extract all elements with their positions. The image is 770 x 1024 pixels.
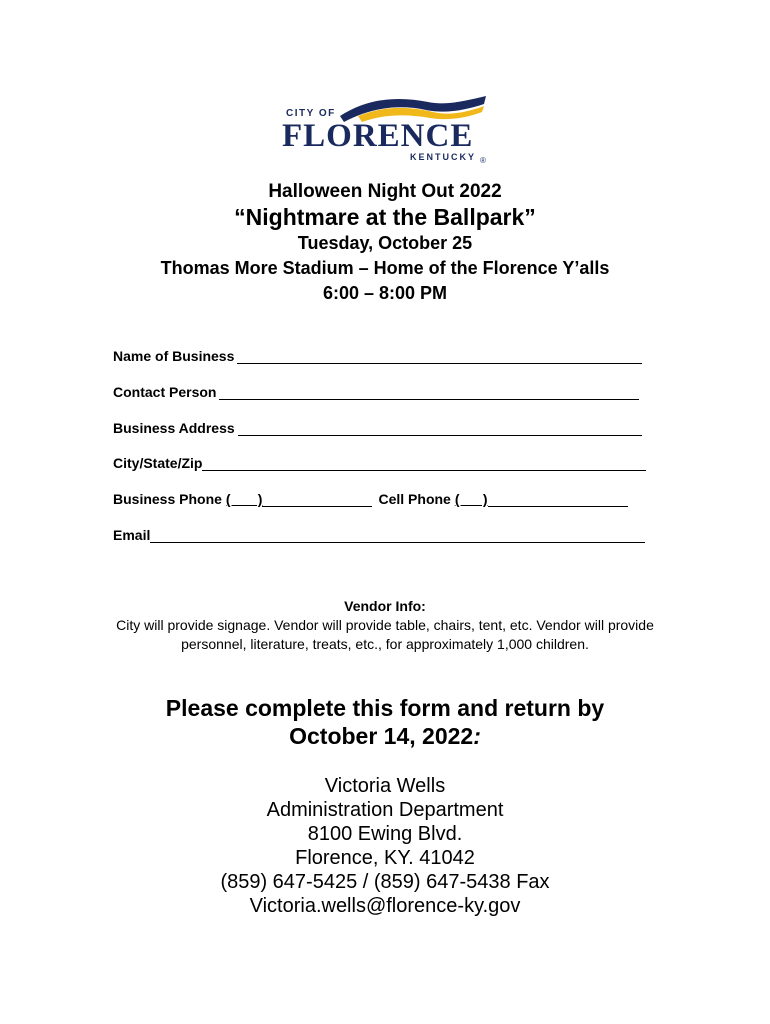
contact-person-label: Contact Person bbox=[113, 384, 217, 400]
return-instructions-line1: Please complete this form and return by bbox=[165, 695, 605, 721]
return-instructions bbox=[0, 694, 770, 750]
logo-florence: FLORENCE bbox=[282, 118, 474, 154]
contact-person-line[interactable] bbox=[219, 385, 639, 400]
contact-block bbox=[0, 774, 770, 918]
city-of-florence-logo bbox=[282, 94, 492, 170]
contact-department: Administration Department bbox=[266, 799, 504, 821]
business-name-label: Name of Business bbox=[113, 348, 235, 364]
event-time: 6:00 – 8:00 PM bbox=[322, 283, 448, 303]
event-date: Tuesday, October 25 bbox=[297, 233, 473, 253]
business-phone-area-code[interactable]: ( ) bbox=[225, 491, 263, 507]
business-address-field bbox=[113, 420, 642, 436]
event-theme: “Nightmare at the Ballpark” bbox=[234, 204, 536, 230]
contact-city: Florence, KY. 41042 bbox=[295, 847, 475, 869]
contact-phone: (859) 647-5425 / (859) 647-5438 Fax bbox=[220, 871, 550, 893]
logo-kentucky: KENTUCKY bbox=[410, 152, 477, 162]
business-address-label: Business Address bbox=[113, 420, 235, 436]
cell-phone-label: Cell Phone bbox=[378, 491, 451, 507]
return-instructions-line2 bbox=[0, 722, 770, 750]
cell-phone-line[interactable] bbox=[488, 492, 628, 507]
email-field bbox=[113, 527, 645, 543]
logo-city-of: CITY OF bbox=[286, 108, 336, 119]
business-address-line[interactable] bbox=[238, 421, 642, 436]
phone-field-row bbox=[113, 491, 628, 507]
contact-street: 8100 Ewing Blvd. bbox=[307, 823, 463, 845]
contact-name: Victoria Wells bbox=[324, 775, 446, 797]
return-deadline: October 14, 2022 bbox=[289, 723, 474, 749]
city-state-zip-line[interactable] bbox=[202, 456, 646, 471]
logo-registered-mark: ® bbox=[480, 156, 486, 165]
vendor-info-body: City will provide signage. Vendor will provide table, chairs, tent, etc. Vendor will provide personnel, literature, treats, etc., for approximately 1,000 children. bbox=[116, 617, 654, 652]
vendor-info-heading: Vendor Info: bbox=[344, 598, 426, 614]
contact-person-field bbox=[113, 384, 639, 400]
city-state-zip-label: City/State/Zip bbox=[113, 455, 203, 471]
business-phone-line[interactable] bbox=[262, 492, 372, 507]
business-phone-label: Business Phone bbox=[113, 491, 222, 507]
city-state-zip-field bbox=[113, 455, 646, 471]
business-name-line[interactable] bbox=[237, 349, 642, 364]
event-title: Halloween Night Out 2022 bbox=[268, 181, 502, 202]
cell-phone-area-code[interactable]: ( ) bbox=[454, 491, 488, 507]
event-location: Thomas More Stadium – Home of the Florence Y’alls bbox=[160, 258, 610, 278]
contact-email[interactable]: Victoria.wells@florence-ky.gov bbox=[249, 895, 521, 917]
email-label: Email bbox=[113, 527, 151, 543]
email-line[interactable] bbox=[150, 528, 645, 543]
business-name-field bbox=[113, 348, 642, 364]
return-deadline-colon: : bbox=[473, 723, 481, 749]
